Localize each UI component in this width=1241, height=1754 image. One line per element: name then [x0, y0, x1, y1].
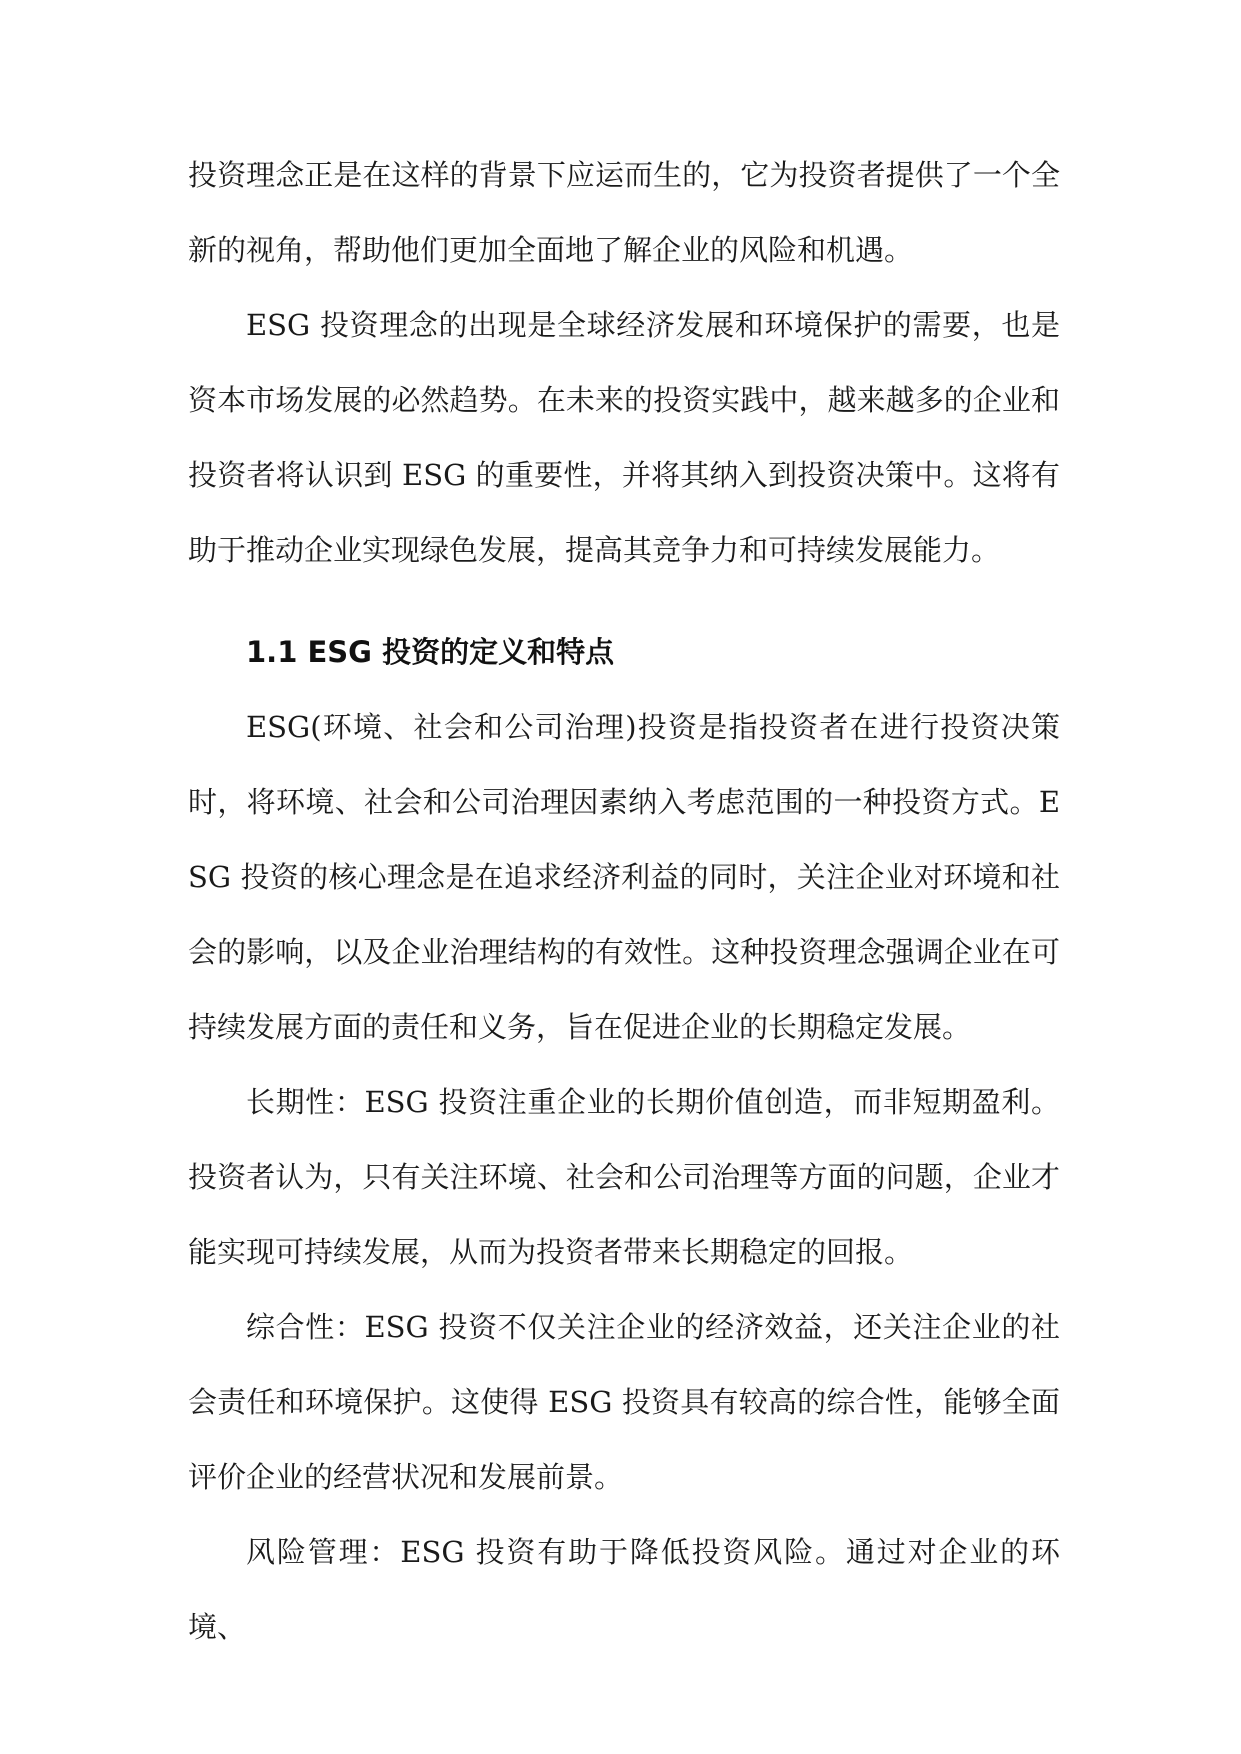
section-heading: 1.1 ESG 投资的定义和特点: [246, 635, 615, 669]
paragraph-esg-definition: ESG(环境、社会和公司治理)投资是指投资者在进行投资决策时，将环境、社会和公司治理因素纳入考虑范围的一种投资方式。ESG 投资的核心理念是在追求经济利益的同时，关注企业对环境和社会的影响，以及企业治理结构的有效性。这种投资理念强调企业在可持续发展方面的责任和义务，旨在促进企业的长期稳定发展。: [188, 710, 1060, 1044]
paragraph-esg-concept: ESG 投资理念的出现是全球经济发展和环境保护的需要，也是资本市场发展的必然趋势。在未来的投资实践中，越来越多的企业和投资者将认识到 ESG 的重要性，并将其纳入到投资决策中。这将有助于推动企业实现绿色发展，提高其竞争力和可持续发展能力。: [188, 308, 1060, 567]
paragraph-continuation: 投资理念正是在这样的背景下应运而生的，它为投资者提供了一个全新的视角，帮助他们更加全面地了解企业的风险和机遇。: [188, 158, 1060, 267]
paragraph-long-term: 长期性：ESG 投资注重企业的长期价值创造，而非短期盈利。投资者认为，只有关注环境、社会和公司治理等方面的问题，企业才能实现可持续发展，从而为投资者带来长期稳定的回报。: [188, 1085, 1060, 1269]
paragraph-risk-management: 风险管理：ESG 投资有助于降低投资风险。通过对企业的环境、: [188, 1535, 1060, 1644]
document-body: [188, 138, 1060, 1665]
paragraph-comprehensive: 综合性：ESG 投资不仅关注企业的经济效益，还关注企业的社会责任和环境保护。这使得 ESG 投资具有较高的综合性，能够全面评价企业的经营状况和发展前景。: [188, 1310, 1060, 1494]
